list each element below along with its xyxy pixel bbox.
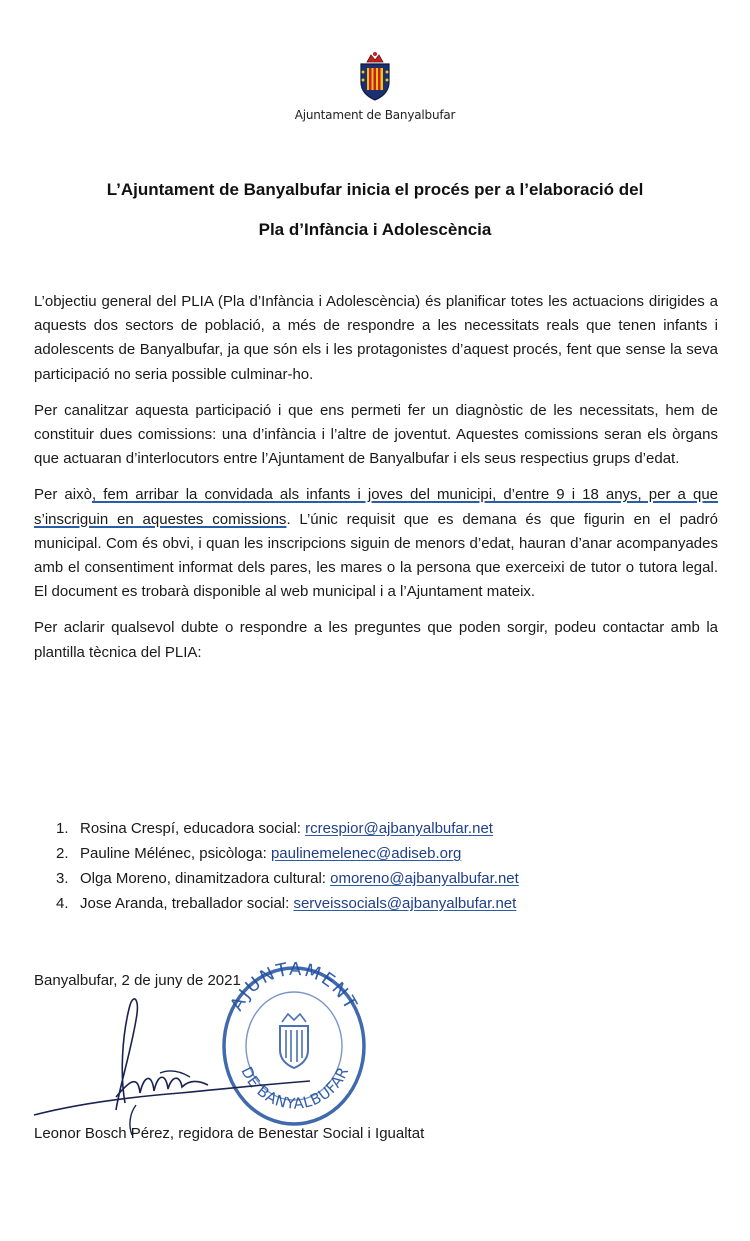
contact-label: Pauline Mélénec, psicòloga: <box>80 845 271 862</box>
paragraph-invitation <box>34 483 718 604</box>
paragraph-contact-intro: Per aclarir qualsevol dubte o respondre a les preguntes que poden sorgir, podeu contactar amb la plantilla tècnica del PLIA: <box>34 619 718 661</box>
email-link[interactable]: serveissocials@ajbanyalbufar.net <box>293 895 517 912</box>
invitation-end: . L’únic requisit que es demana és que figurin en el padró municipal. Com és obvi, i quan les inscripcions siguin de menors d’edat, hauran d’anar acompanyades amb el consentiment informat dels pares, les mares o la persona que exerceixi de tutor o tutora legal. El document es trobarà disponible al web municipal i a l’Ajuntament mateix. <box>34 510 718 601</box>
document-body <box>34 290 718 677</box>
contact-label: Jose Aranda, treballador social: <box>80 895 294 912</box>
title-line-1: L’Ajuntament de Banyalbufar inicia el procés per a l’elaboració del <box>106 180 644 199</box>
document-title <box>0 170 750 250</box>
municipality-name: Ajuntament de Banyalbufar <box>294 108 456 122</box>
list-item <box>56 816 696 841</box>
list-number: 1. <box>56 820 69 837</box>
email-link[interactable]: omoreno@ajbanyalbufar.net <box>330 870 519 887</box>
paragraph-objective: L’objectiu general del PLIA (Pla d’Infància i Adolescència) és planificar totes les actuacions dirigides a aquests dos sectors de població, a més de respondre a les necessitats reals que tenen infants i adolescents de Banyalbufar, ja que són els i les protagonistes d’aquest procés, fent que sense la seva participació no seria possible culminar-ho. <box>34 293 718 383</box>
invitation-start: Per això <box>34 486 92 504</box>
contact-list <box>56 816 696 916</box>
paragraph-commissions: Per canalitzar aquesta participació i que ens permeti fer un diagnòstic de les necessitats, hem de constituir dues comissions: una d’infància i l’altre de joventut. Aquestes comissions seran els òrgans que actuaran d’interlocutors entre l’Ajuntament de Banyalbufar i els seus respectius grups d’edat. <box>34 401 718 468</box>
invitation-underlined: , fem arribar la convidada als infants i joves del municipi, d’entre 9 i 18 anys, per a que s’inscriguin en aquestes comissions <box>34 486 719 528</box>
list-item <box>56 841 696 866</box>
letterhead <box>0 50 750 122</box>
list-number: 3. <box>56 870 69 887</box>
email-link[interactable]: rcrespior@ajbanyalbufar.net <box>305 820 493 837</box>
list-number: 2. <box>56 845 69 862</box>
signature-icon <box>20 985 320 1140</box>
list-number: 4. <box>56 895 69 912</box>
place-and-date: Banyalbufar, 2 de juny de 2021 <box>34 972 241 989</box>
email-link[interactable]: paulinemelenec@adiseb.org <box>270 845 462 862</box>
contact-label: Rosina Crespí, educadora social: <box>80 820 306 837</box>
list-item <box>56 866 696 891</box>
signer-name: Leonor Bosch Pérez, regidora de Benestar Social i Igualtat <box>34 1125 425 1142</box>
stamp-top-text: AJUNTAMENT <box>226 958 362 1015</box>
stamp-bottom-text: DE BANYALBUFAR <box>237 1063 353 1113</box>
title-line-2: Pla d’Infància i Adolescència <box>258 220 492 239</box>
list-item <box>56 891 696 916</box>
municipal-crest-icon <box>351 50 399 102</box>
contact-label: Olga Moreno, dinamitzadora cultural: <box>80 870 331 887</box>
